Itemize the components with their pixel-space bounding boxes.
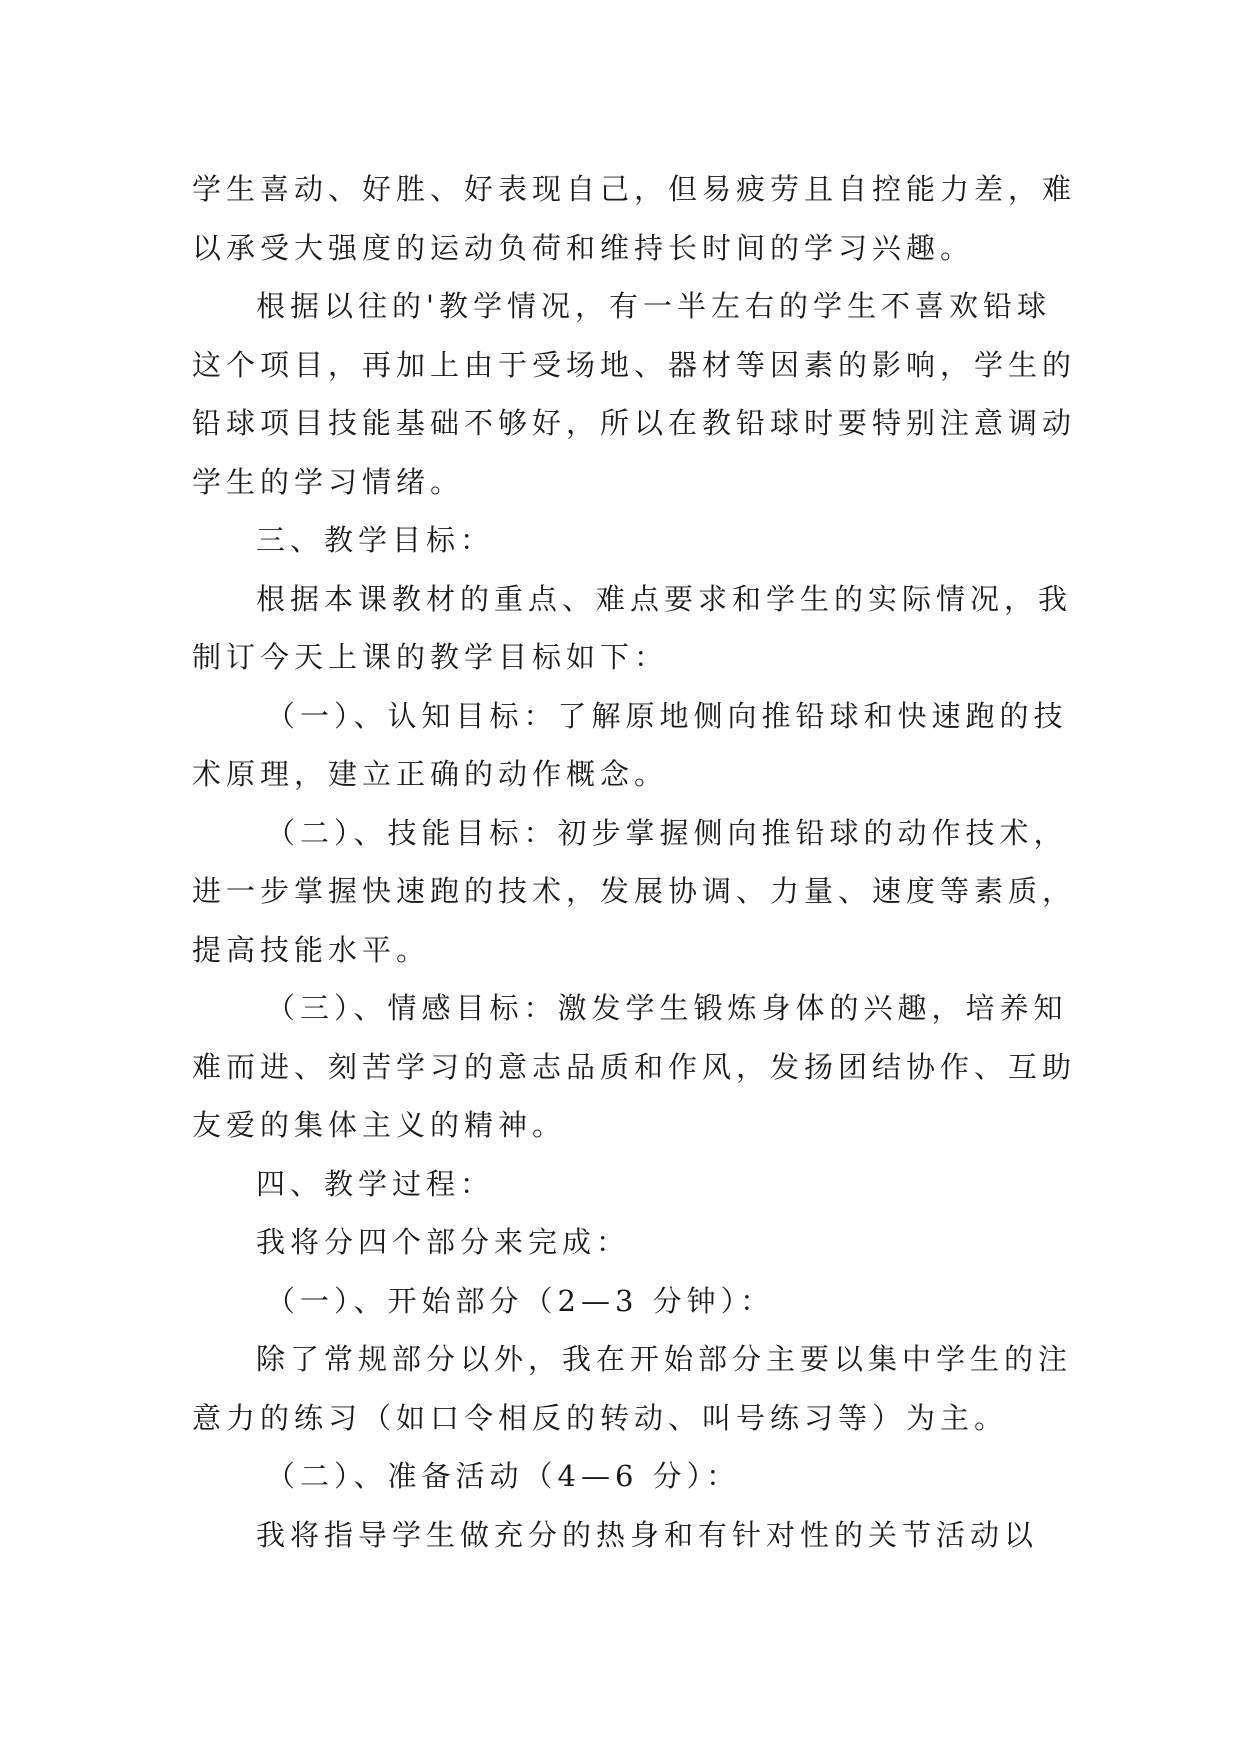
body-line: 我将分四个部分来完成： [256, 1225, 631, 1259]
subsection-heading: （一）、开始部分（2—3 分钟）： [266, 1283, 775, 1318]
body-line: 提高技能水平。 [192, 932, 431, 967]
body-line: 术原理，建立正确的动作概念。 [192, 757, 669, 791]
body-line: 我将指导学生做充分的热身和有针对性的关节活动以 [256, 1517, 1039, 1552]
body-line: 以承受大强度的运动负荷和维持长时间的学习兴趣。 [192, 230, 975, 265]
body-line: （一）、认知目标：了解原地侧向推铅球和快速跑的技 [266, 698, 1068, 733]
body-line: 学生喜动、好胜、好表现自己，但易疲劳且自控能力差，难 [192, 172, 1077, 206]
subsection-heading: （二）、准备活动（4—6 分）： [266, 1459, 741, 1493]
body-line: 铅球项目技能基础不够好，所以在教铅球时要特别注意调动 [192, 406, 1077, 440]
body-line: 意力的练习（如口令相反的转动、叫号练习等）为主。 [192, 1400, 1009, 1435]
section-heading: 四、教学过程： [256, 1166, 495, 1201]
body-line: 难而进、刻苦学习的意志品质和作风，发扬团结协作、互助 [192, 1049, 1077, 1084]
body-line: （三）、情感目标：激发学生锻炼身体的兴趣，培养知 [266, 991, 1068, 1025]
body-line: 友爱的集体主义的精神。 [192, 1108, 567, 1142]
body-line: 除了常规部分以外，我在开始部分主要以集中学生的注 [256, 1342, 1073, 1376]
section-heading: 三、教学目标： [256, 523, 495, 557]
body-line: （二）、技能目标：初步掌握侧向推铅球的动作技术， [266, 815, 1068, 850]
body-line: 这个项目，再加上由于受场地、器材等因素的影响，学生的 [192, 347, 1077, 382]
body-line: 根据本课教材的重点、难点要求和学生的实际情况，我 [256, 581, 1073, 616]
body-line: 进一步掌握快速跑的技术，发展协调、力量、速度等素质， [192, 874, 1077, 908]
document-body [192, 160, 1077, 1564]
body-line: 学生的学习情绪。 [192, 464, 465, 499]
body-line: 根据以往的'教学情况，有一半左右的学生不喜欢铅球 [256, 289, 1051, 323]
body-line: 制订今天上课的教学目标如下： [192, 640, 669, 674]
